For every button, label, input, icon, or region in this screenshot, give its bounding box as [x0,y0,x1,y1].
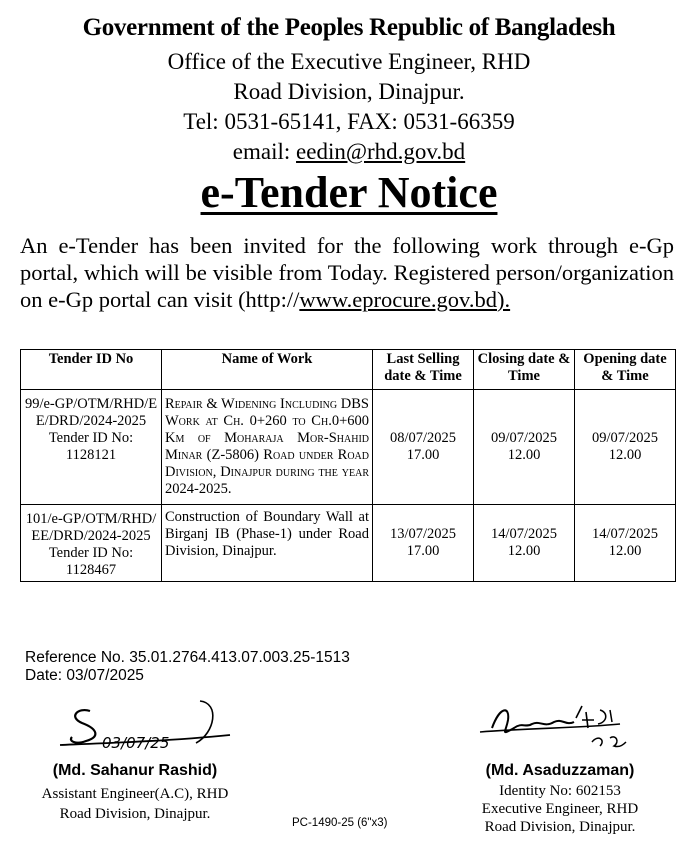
opening-cell [575,505,676,582]
table-row [21,390,676,505]
signature-left [20,693,250,763]
intro-text: An e-Tender has been invited for the following work through e-Gp portal, which will be visible from Today. Registered person/organization on e-Gp portal can visit (http:// [20,233,674,312]
tender-id: 101/e-GP/OTM/RHD/EE/DRD/2024-2025 [25,511,157,544]
closing-cell [474,505,575,582]
email-line [0,138,698,166]
tender-id-cell [21,505,162,582]
closing-date: 09/07/2025 [490,430,558,446]
work-description: Repair & Widening Including DBS Work at Ch. 0+260 to Ch.0+600 Km of Moharaja Mor-Shahid Minar (Z-5806) Road under Road Division, Dinajpur during the year 2024-2025. [162,390,373,505]
tender-id-no: Tender ID No: 1128467 [48,545,134,578]
division-line: Road Division, Dinajpur. [233,79,465,104]
work-description: Construction of Boundary Wall at Birganj IB (Phase-1) under Road Division, Dinajpur. [162,505,373,582]
tender-id-cell [21,390,162,505]
publication-code: PC-1490-25 (6"x3) [292,817,388,829]
opening-time: 12.00 [608,543,642,559]
last-selling-date: 08/07/2025 [389,430,457,446]
signatory-left-designation: Assistant Engineer(A.C), RHD [41,786,229,802]
government-heading: Government of the Peoples Republic of Bangladesh [82,14,616,41]
signatory-left-office: Road Division, Dinajpur. [59,806,211,822]
closing-time: 12.00 [507,447,541,463]
office-line: Office of the Executive Engineer, RHD [167,49,531,74]
reference-block [25,649,350,685]
tender-id: 99/e-GP/OTM/RHD/EE/DRD/2024-2025 [24,396,158,429]
intro-paragraph [20,232,674,313]
table-header-row [21,350,676,390]
intro-suffix: ). [496,287,511,312]
eprocure-link[interactable]: www.eprocure.gov.bd [299,287,497,312]
signatory-right-details [455,782,665,836]
notice-title-text: e-Tender Notice [200,168,498,217]
last-selling-cell [373,505,474,582]
email-link[interactable]: eedin@rhd.gov.bd [296,139,466,164]
header-tender-id: Tender ID No [21,350,162,390]
reference-number: Reference No. 35.01.2764.413.07.003.25-1513 [25,649,350,666]
header-opening: Opening date & Time [575,350,676,390]
signatory-right-identity: Identity No: 602153 [499,783,621,799]
tender-id-no: Tender ID No: 1128121 [48,430,134,463]
opening-date: 14/07/2025 [591,526,659,542]
last-selling-cell [373,390,474,505]
closing-date: 14/07/2025 [490,526,558,542]
closing-cell [474,390,575,505]
notice-title [0,167,698,218]
phone-fax-line: Tel: 0531-65141, FAX: 0531-66359 [183,109,515,134]
signature-left-date: 03/07/25 [102,734,170,752]
closing-time: 12.00 [507,543,541,559]
opening-time: 12.00 [608,447,642,463]
email-label: email: [232,139,297,164]
header-closing: Closing date & Time [474,350,575,390]
signatory-right-designation: Executive Engineer, RHD [481,801,639,817]
signatory-right-name: (Md. Asaduzzaman) [485,762,635,779]
header-last-selling: Last Selling date & Time [373,350,474,390]
signatory-left-details [20,784,250,824]
opening-date: 09/07/2025 [591,430,659,446]
tender-table [20,349,676,582]
last-selling-date: 13/07/2025 [389,526,457,542]
table-row [21,505,676,582]
last-selling-time: 17.00 [406,447,440,463]
header-name-of-work: Name of Work [162,350,373,390]
reference-date: Date: 03/07/2025 [25,667,144,684]
signature-right [470,698,670,758]
signatory-left-name: (Md. Sahanur Rashid) [52,762,218,779]
opening-cell [575,390,676,505]
last-selling-time: 17.00 [406,543,440,559]
signatory-right-office: Road Division, Dinajpur. [484,819,636,835]
